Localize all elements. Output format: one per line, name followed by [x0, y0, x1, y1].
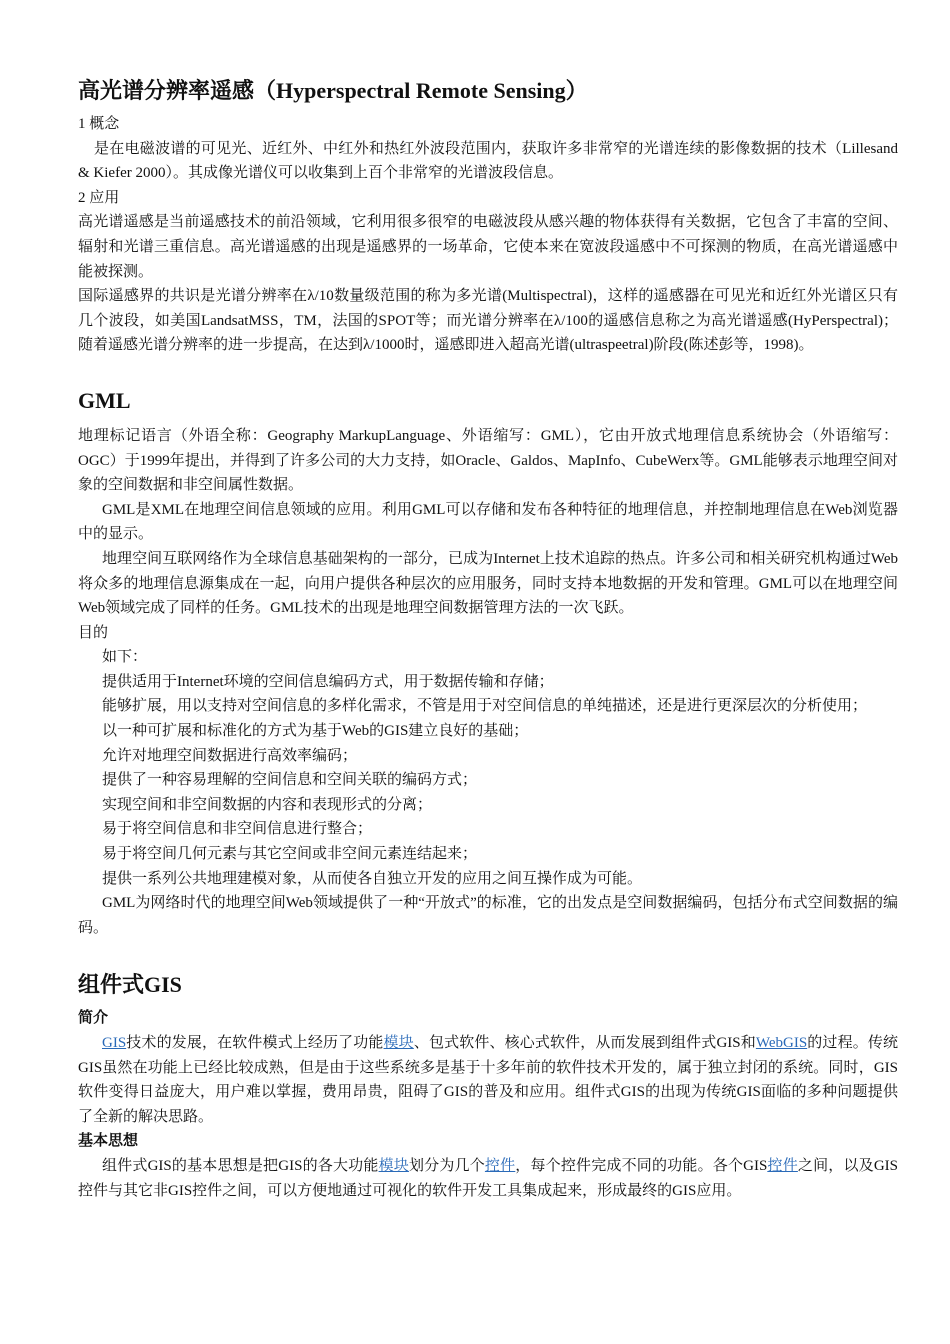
idea-text-4: 之间，以及GIS控件与其它非GIS控件之间，可以方便地通过可视化的软件开发工具集成起来，形成最终的GIS应用。 [78, 1157, 899, 1199]
gml-purpose-item: 易于将空间几何元素与其它空间或非空间元素连结起来； [102, 846, 478, 863]
link-control[interactable]: 控件 [484, 1157, 516, 1174]
idea-text-2: 划分为几个 [408, 1157, 485, 1174]
application-paragraph-2: 国际遥感界的共识是光谱分辨率在λ/10数量级范围的称为多光谱(Multispectral)，这样的遥感器在可见光和近红外光谱区只有几个波段，如美国LandsatMSS，TM，法国的SPOT等；而光谱分辨率在λ/100的遥感信息称之为高光谱遥感(HyPerspectral)；随着遥感光谱分辨率的进一步提高，在达到λ/1000时，遥感即进入超高光谱(ultraspeetral)阶段(陈述彭等，1998)。 [78, 288, 898, 354]
link-webgis[interactable]: WebGIS [755, 1035, 808, 1051]
intro-text-1: 技术的发展，在软件模式上经历了功能 [126, 1035, 384, 1051]
gml-purpose-item: 以一种可扩展和标准化的方式为基于Web的GIS建立良好的基础； [102, 723, 529, 740]
gml-purpose-item: 提供一系列公共地理建模对象，从而使各自独立开发的应用之间互操作成为可能。 [102, 870, 643, 887]
link-module[interactable]: 模块 [383, 1035, 414, 1051]
document-page [78, 70, 898, 1203]
gml-purpose-item: 允许对地理空间数据进行高效率编码； [102, 747, 358, 764]
gml-paragraph-2: GML是XML在地理空间信息领域的应用。利用GML可以存储和发布各种特征的地理信息，并控制地理信息在Web浏览器中的显示。 [78, 501, 898, 543]
section-title-component-gis: 组件式GIS [78, 972, 182, 998]
heading-concept: 1 概念 [78, 116, 120, 132]
application-paragraph-1: 高光谱遥感是当前遥感技术的前沿领域，它利用很多很窄的电磁波段从感兴趣的物体获得有关数据，它包含了丰富的空间、辐射和光谱三重信息。高光谱遥感的出现是遥感界的一场革命，它使本来在宽波段遥感中不可探测的物质，在高光谱遥感中能被探测。 [78, 214, 898, 280]
heading-application: 2 应用 [78, 189, 120, 206]
section-title-gml: GML [78, 387, 131, 413]
gml-as-follows: 如下： [102, 649, 148, 666]
link-control[interactable]: 控件 [767, 1157, 798, 1174]
gml-paragraph-1: 地理标记语言（外语全称：Geography MarkupLanguage、外语缩写：GML），它由开放式地理信息系统协会（外语缩写：OGC）于1999年提出，并得到了许多公司的大力支持，如Oracle、Galdos、MapInfo、CubeWerx等。GML能够表示地理空间对象的空间数据和非空间属性数据。 [78, 427, 898, 494]
concept-paragraph: 是在电磁波谱的可见光、近红外、中红外和热红外波段范围内，获取许多非常窄的光谱连续的影像数据的技术（Lillesand & Kiefer 2000）。其成像光谱仪可以收集到上百个非常窄的光谱波段信息。 [78, 140, 898, 182]
idea-text-3: ，每个控件完成不同的功能。各个GIS [515, 1157, 768, 1174]
heading-basic-idea: 基本思想 [78, 1133, 139, 1150]
gml-closing-paragraph: GML为网络时代的地理空间Web领域提供了一种“开放式”的标准，它的出发点是空间数据编码，包括分布式空间数据的编码。 [78, 895, 898, 936]
link-module[interactable]: 模块 [378, 1157, 409, 1174]
gml-purpose-item: 提供了一种容易理解的空间信息和空间关联的编码方式； [102, 772, 478, 789]
gml-purpose-item: 易于将空间信息和非空间信息进行整合； [102, 821, 373, 838]
gml-purpose-item: 提供适用于Internet环境的空间信息编码方式，用于数据传输和存储； [102, 673, 554, 690]
gml-purpose-item: 能够扩展，用以支持对空间信息的多样化需求，不管是用于对空间信息的单纯描述，还是进行更深层次的分析使用； [102, 698, 868, 715]
intro-text-2: 、包式软件、核心式软件，从而发展到组件式GIS和 [413, 1035, 756, 1051]
intro-text-3: 的过程。传统GIS虽然在功能上已经比较成熟，但是由于这些系统多是基于十多年前的软件技术开发的，属于独立封闭的系统。同时，GIS软件变得日益庞大，用户难以掌握，费用昂贵，阻碍了GIS的普及和应用。组件式GIS的出现为传统GIS面临的多种问题提供了全新的解决思路。 [78, 1035, 898, 1125]
heading-intro: 简介 [78, 1010, 109, 1027]
basic-idea-paragraph [78, 1154, 898, 1203]
idea-text-1: 组件式GIS的基本思想是把GIS的各大功能 [102, 1157, 379, 1174]
gml-purpose-label: 目的 [78, 624, 109, 641]
gml-paragraph-3: 地理空间互联网络作为全球信息基础架构的一部分，已成为Internet上技术追踪的热点。许多公司和相关研究机构通过Web将众多的地理信息源集成在一起，向用户提供各种层次的应用服务，同时支持本地数据的开发和管理。GML可以在地理空间Web领域完成了同样的任务。GML技术的出现是地理空间数据管理方法的一次飞跃。 [78, 550, 898, 617]
intro-paragraph [78, 1031, 898, 1129]
section-title-hyperspectral: 高光谱分辨率遥感（Hyperspectral Remote Sensing） [78, 78, 588, 103]
gml-purpose-item: 实现空间和非空间数据的内容和表现形式的分离； [102, 796, 433, 813]
link-gis[interactable]: GIS [102, 1035, 127, 1051]
